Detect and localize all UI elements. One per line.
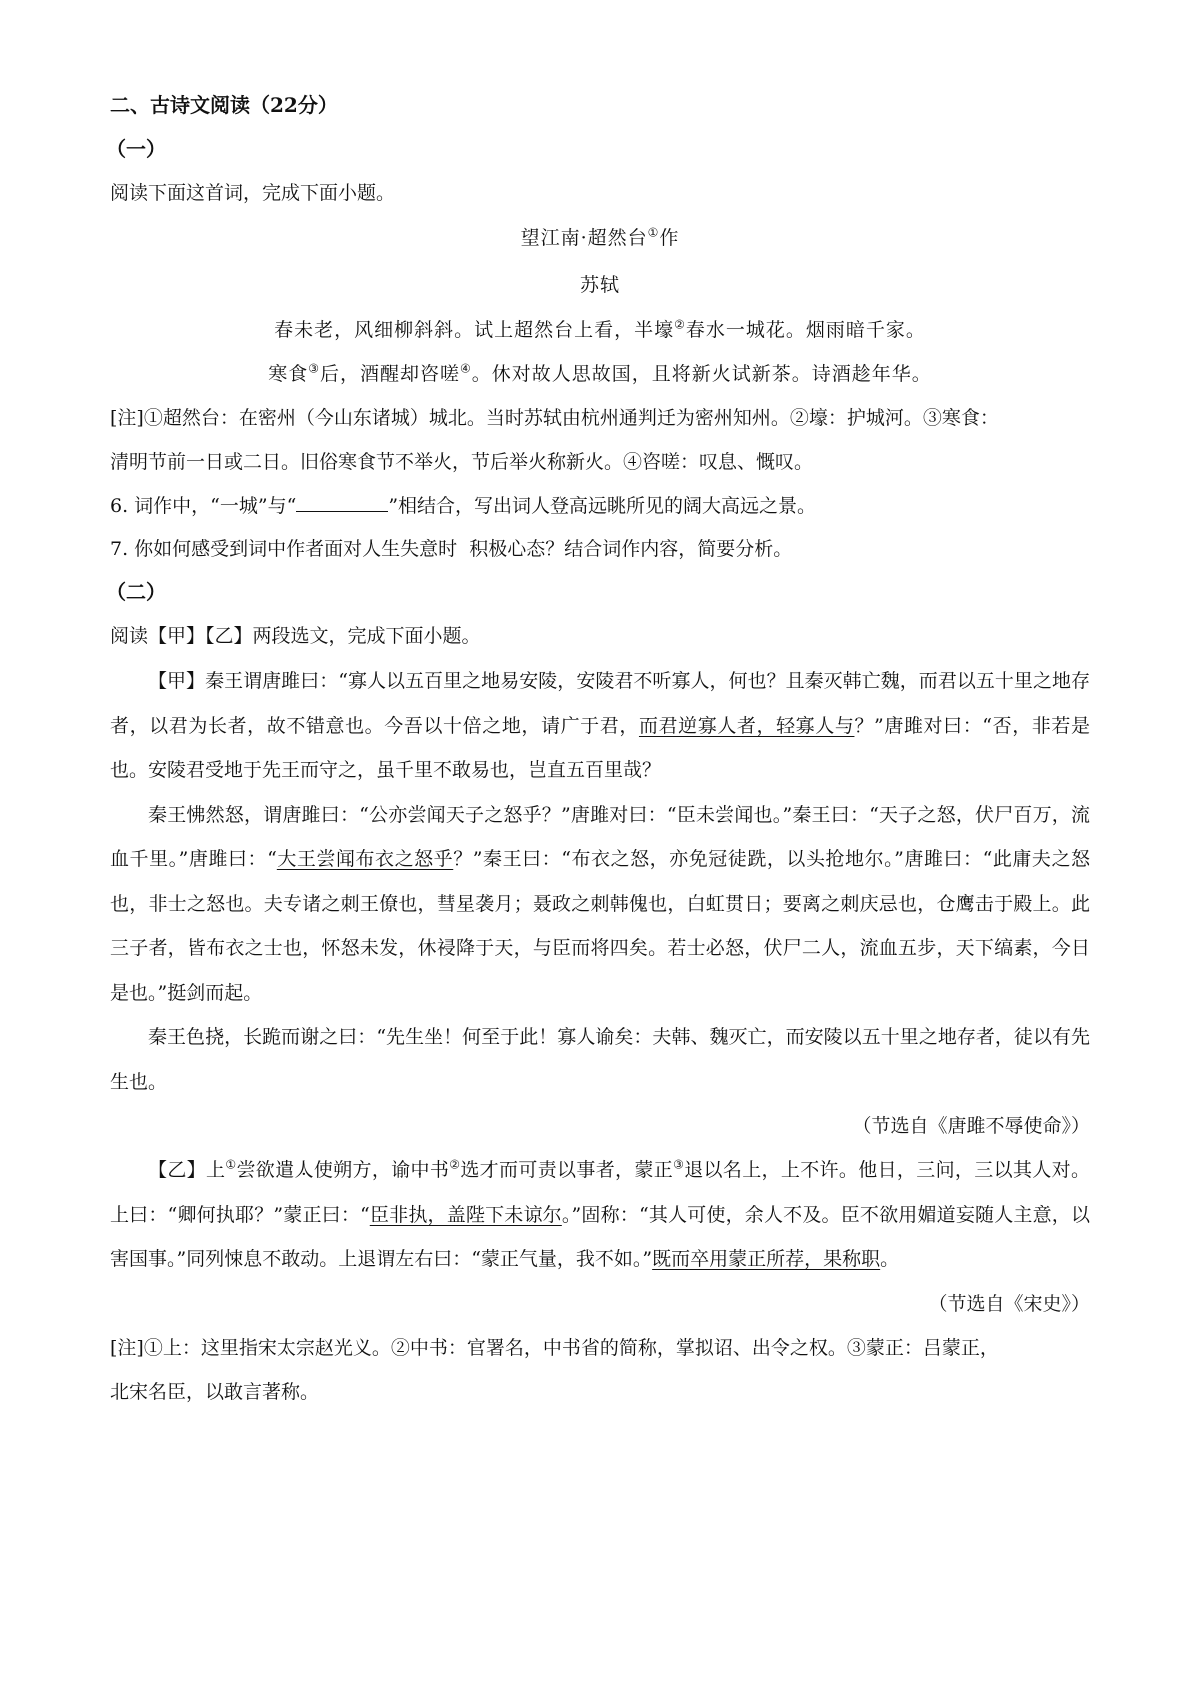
poem-title [110, 223, 1090, 253]
passage-yi-source: （节选自《宋史》） [928, 1292, 1090, 1315]
passage-note-line-2: 北宋名臣，以敢言著称。 [110, 1380, 320, 1403]
passage-text: 秦王怫然怒，谓唐雎曰：“公亦尝闻天子之怒乎？”唐雎对曰：“臣未尝闻也。”秦王曰：“天子之怒，伏尸百万，流血千里。”唐雎曰：“ [110, 803, 1090, 870]
passage-text: ？”唐雎对曰：“否，非若是也。安陵君受地于先王而守之，虽千里不敢易也，岂直五百里哉？ [110, 714, 1090, 781]
footnote-marker: ① [647, 225, 660, 240]
passage-jia-p2 [110, 793, 1090, 1016]
poem-text: 春水一城花。烟雨暗千家。 [685, 319, 926, 341]
part1-instruction: 阅读下面这首词，完成下面小题。 [110, 182, 396, 204]
footnote-marker: ② [449, 1157, 461, 1172]
poem-note-line-2: 清明节前一日或二日。旧俗寒食节不举火，节后举火称新火。④咨嗟：叹息、慨叹。 [110, 451, 814, 473]
part1-label: （一） [106, 137, 166, 161]
poem-title-text: 望江南·超然台 [520, 227, 648, 249]
underlined-sentence: 大王尝闻布衣之怒乎 [276, 848, 454, 870]
passage-note-line-1: [注]①上：这里指宋太宗赵光义。②中书：官署名，中书省的简称，掌拟诏、出令之权。③蒙正：吕蒙正， [110, 1336, 999, 1359]
part2-label: （二） [106, 580, 166, 604]
footnote-marker: ③ [673, 1157, 685, 1172]
passage-jia-p3: 秦王色挠，长跪而谢之曰：“先生坐！何至于此！寡人谕矣：夫韩、魏灭亡，而安陵以五十里之地存者，徒以有先生也。 [110, 1026, 1090, 1093]
exam-page [106, 90, 1090, 1414]
answer-blank[interactable] [296, 493, 388, 512]
footnote-marker: ② [674, 317, 686, 332]
passage-text: 。”固称：“其人可使，余人不及。臣不欲用媚道妄随人主意，以害国事。”同列悚息不敢动。上退谓左右曰：“蒙正气量，我不如。” [110, 1203, 1090, 1270]
passage-jia-p1 [110, 659, 1090, 793]
passage-text: ？”秦王曰：“布衣之怒，亦免冠徒跣，以头抢地尔。”唐雎曰：“此庸夫之怒也，非士之怒也。夫专诸之刺王僚也，彗星袭月；聂政之刺韩傀也，白虹贯日；要离之刺庆忌也，仓鹰击于殿上。此三子者，皆布衣之士也，怀怒未发，休祲降于天，与臣而将四矣。若士必怒，伏尸二人，流血五步，天下缟素，今日是也。”挺剑而起。 [110, 848, 1090, 1004]
passage-text: 尝欲 [236, 1159, 276, 1181]
passage-text: 【乙】上 [148, 1159, 226, 1181]
question-6 [110, 491, 1090, 521]
poem-line-1 [110, 315, 1090, 345]
dotted-word: 谕 · [391, 1159, 410, 1181]
poem-author: 苏轼 [579, 274, 620, 296]
poem-text: 春未老，风细柳斜斜。试上超然台上看，半壕 [274, 319, 675, 341]
passage-text: 退以名上，上不许。他日，三问，三以其人对。上曰：“卿何执耶？”蒙正曰：“ [110, 1159, 1090, 1226]
poem-text: 寒食 [268, 363, 309, 385]
passage-yi [110, 1148, 1090, 1282]
passage-text: 人使朔方， [294, 1159, 392, 1181]
footnote-marker: ① [225, 1157, 237, 1172]
underlined-sentence: 臣非执，盖陛下未谅尔 [369, 1203, 562, 1226]
section-title: 二、古诗文阅读（22分） [110, 93, 338, 117]
underlined-sentence: 而君逆寡人者，轻寡人与 [638, 714, 855, 737]
dotted-word: 遣 · [275, 1159, 294, 1181]
passage-jia-source: （节选自《唐雎不辱使命》） [852, 1115, 1090, 1137]
underlined-sentence: 既而卒用蒙正所荐，果称职 [652, 1248, 881, 1270]
question-7: 7. 你如何感受到词中作者面对人生失意时 积极心态？结合词作内容，简要分析。 [110, 538, 793, 560]
poem-line-2 [110, 359, 1090, 389]
question-6-text-end: ”相结合，写出词人登高远眺所见的阔大高远之景。 [388, 495, 817, 517]
poem-text: 后，酒醒却咨嗟 [319, 363, 460, 385]
poem-title-suffix: 作 [659, 227, 680, 249]
passage-text: 【甲】秦王谓唐雎曰：“寡人以五百里之地易安陵，安陵君不听寡人，何也？且秦灭韩亡魏，而君以五十里之地存者，以君为长者，故不错意也。今吾以十倍之地，请广于君， [110, 670, 1090, 737]
passage-text: 中书 [410, 1159, 450, 1181]
part2-instruction: 阅读【甲】【乙】两段选文，完成下面小题。 [110, 625, 481, 647]
footnote-marker: ④ [460, 361, 472, 376]
question-6-text: 6. 词作中，“一城”与“ [110, 495, 297, 517]
poem-note-line-1: [注]①超然台：在密州（今山东诸城）城北。当时苏轼由杭州通判迁为密州知州。②壕：护城河。③寒食： [110, 407, 999, 429]
passage-text: 。 [880, 1248, 900, 1270]
passage-text: 选才而可责以事者，蒙正 [460, 1159, 674, 1181]
footnote-marker: ③ [308, 361, 320, 376]
poem-text: 。休对故人思故国，且将新火试新茶。诗酒趁年华。 [471, 363, 932, 385]
